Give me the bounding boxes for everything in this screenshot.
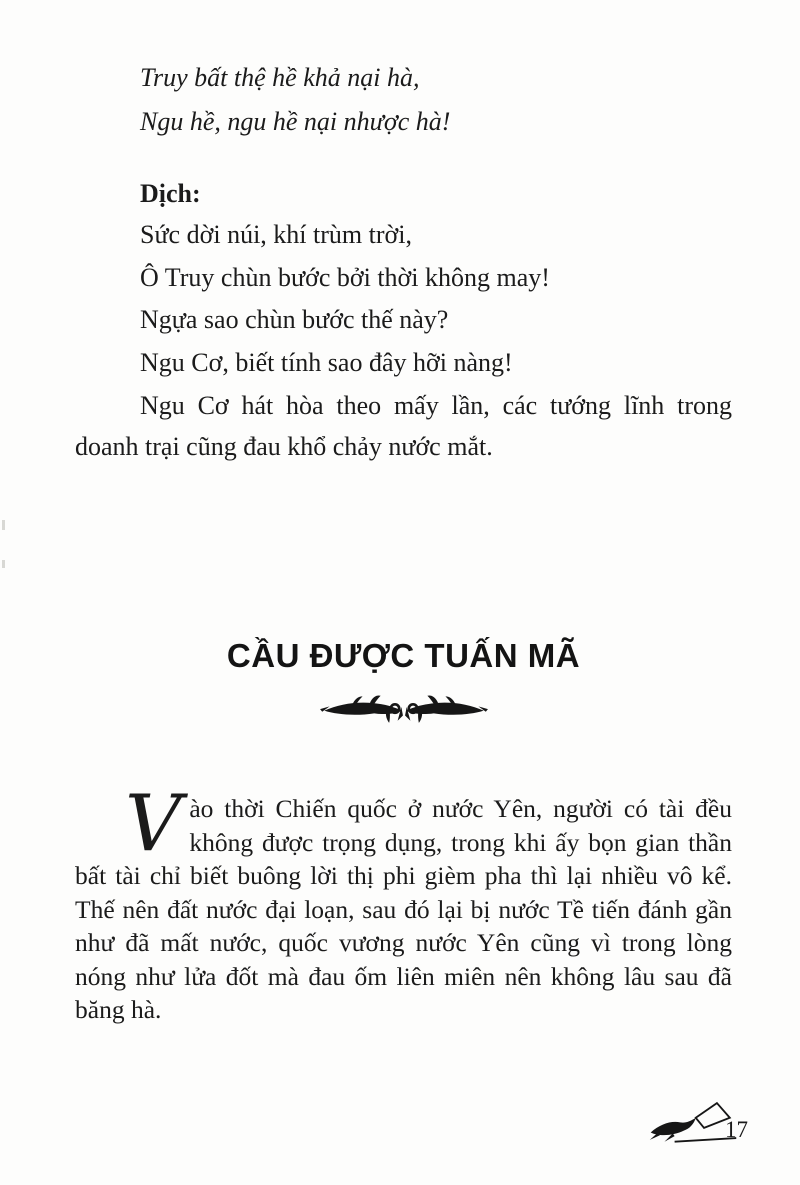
drop-cap: V	[125, 779, 182, 870]
closing-paragraph: Ngu Cơ hát hòa theo mấy lần, các tướng lĩnh trong doanh trại cũng đau khổ chảy nước mắt.	[75, 391, 732, 461]
tribal-flourish-icon	[319, 691, 489, 728]
opening-paragraph	[75, 779, 732, 1027]
opening-text: ào thời Chiến quốc ở nước Yên, người có tài đều không được trọng dụng, trong khi ấy bọn gian thần bất tài chỉ biết buông lời thị phi gièm pha thì lại nhiều vô kể. Thế nên đất nước đại loạn, sau đó lại bị nước Tề tiến đánh gần như đã mất nước, quốc vương nước Yên cũng vì trong lòng nóng như lửa đốt mà đau ốm liên miên nên không lâu sau đã băng hà.	[75, 794, 732, 1025]
page-footer	[647, 1095, 748, 1147]
poem-line: Truy bất thệ hề khả nại hà,	[140, 63, 420, 92]
poem-line: Ngu hề, ngu hề nại nhược hà!	[140, 107, 451, 136]
verse-line: Ô Truy chùn bước bởi thời không may!	[140, 262, 550, 292]
chapter-title: CẦU ĐƯỢC TUẤN MÃ	[226, 637, 581, 674]
page-content	[75, 56, 732, 1027]
translation-label: Dịch:	[140, 179, 201, 208]
page-number: 17	[725, 1117, 748, 1142]
verse-line: Sức dời núi, khí trùm trời,	[140, 220, 412, 249]
verse-line: Ngựa sao chùn bước thế này?	[140, 305, 449, 334]
scan-speck	[2, 560, 5, 568]
scan-speck	[2, 520, 5, 530]
verse-line: Ngu Cơ, biết tính sao đây hỡi nàng!	[140, 347, 513, 377]
